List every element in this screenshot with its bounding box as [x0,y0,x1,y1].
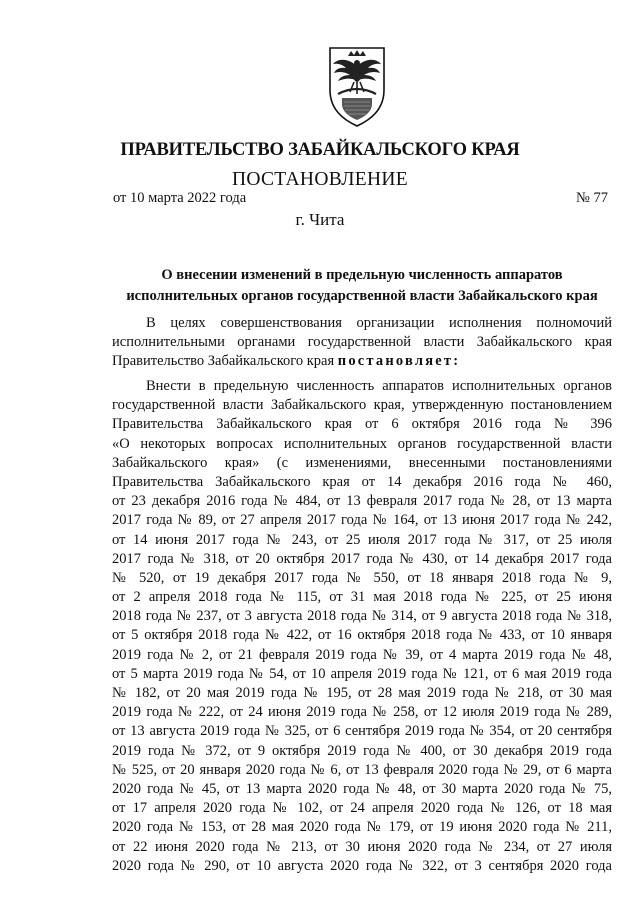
preamble-paragraph [112,314,612,372]
document-type: ПОСТАНОВЛЕНИЕ [232,169,408,190]
body-line: от 2 апреля 2018 года № 115, от 31 мая 2018 года № 225, от 25 июня [112,589,612,606]
body-line: от 5 марта 2019 года № 54, от 10 апреля 2019 года № 121, от 6 мая 2019 года [112,665,612,682]
preamble-line: В целях совершенствования организации исполнения полномочий [146,315,612,331]
body-line: № 182, от 20 мая 2019 года № 195, от 28 мая 2019 года № 218, от 30 мая [112,685,612,701]
body-line: 2017 года № 318, от 20 октября 2017 года № 430, от 14 декабря 2017 года [112,550,612,567]
body-paragraph [112,377,612,876]
document-heading [112,265,612,307]
body-line: 2017 года № 89, от 27 апреля 2017 года № 164, от 13 июня 2017 года № 242, [112,512,612,529]
body-line: 2019 года № 222, от 24 июня 2019 года № 258, от 12 июля 2019 года № 289, [112,704,612,721]
preamble-line [112,352,612,371]
body-line: 2019 года № 2, от 21 февраля 2019 года № 39, от 4 марта 2019 года № 48, [112,646,612,663]
preamble-line: исполнительными органами государственной власти Забайкальского края [112,334,612,351]
heading-line: О внесении изменений в предельную численность аппаратов [161,267,563,283]
preamble-line-prefix: Правительство Забайкальского края [112,353,338,370]
body-line: № 520, от 19 декабря 2017 года № 550, от 18 января 2018 года № 9, [112,569,612,586]
document-number: № 77 [576,190,608,206]
body-line: Забайкальского края» (с изменениями, внесенными постановлениями [112,454,612,471]
body-line: 2020 года № 45, от 13 марта 2020 года № 48, от 30 марта 2020 года № 75, [112,780,612,797]
body-line: государственной власти Забайкальского края, утвержденную постановлением [112,397,612,414]
body-line: 2019 года № 372, от 9 октября 2019 года № 400, от 30 декабря 2019 года [112,742,612,759]
body-line: «О некоторых вопросах исполнительных органов государственной власти [112,435,612,452]
body-line: от 22 июня 2020 года № 213, от 30 июня 2020 года № 234, от 27 июля [112,838,612,855]
body-line: от 5 октября 2018 года № 422, от 16 октября 2018 года № 433, от 10 января [112,627,612,644]
document-city: г. Чита [295,210,345,229]
body-line: 2020 года № 290, от 10 августа 2020 года № 322, от 3 сентября 2020 года [112,857,612,874]
body-line: Внести в предельную численность аппаратов исполнительных органов [146,378,612,394]
decree-verb: постановляет: [337,353,461,370]
body-line: от 23 декабря 2016 года № 484, от 13 февраля 2017 года № 28, от 13 марта [112,493,612,510]
body-line: 2020 года № 153, от 28 мая 2020 года № 179, от 19 июня 2020 года № 211, [112,819,612,836]
coat-of-arms-emblem [324,44,390,128]
body-line: Правительства Забайкальского края от 14 декабря 2016 года № 460, [112,473,612,490]
body-line: от 14 июня 2017 года № 243, от 25 июля 2017 года № 317, от 25 июля [112,531,612,548]
body-line: 2018 года № 237, от 3 августа 2018 года № 314, от 9 августа 2018 года № 318, [112,608,612,625]
organization-title: ПРАВИТЕЛЬСТВО ЗАБАЙКАЛЬСКОГО КРАЯ [120,140,520,160]
body-line: от 17 апреля 2020 года № 102, от 24 апреля 2020 года № 126, от 18 мая [112,800,612,817]
document-date: от 10 марта 2022 года [113,190,247,206]
body-line: от 13 августа 2019 года № 325, от 6 сентября 2019 года № 354, от 20 сентября [112,723,612,740]
body-line: № 525, от 20 января 2020 года № 6, от 13 февраля 2020 года № 29, от 6 марта [112,761,612,778]
heading-line: исполнительных органов государственной власти Забайкальского края [126,288,598,304]
body-line: Правительства Забайкальского края от 6 октября 2016 года № 396 [112,416,612,433]
